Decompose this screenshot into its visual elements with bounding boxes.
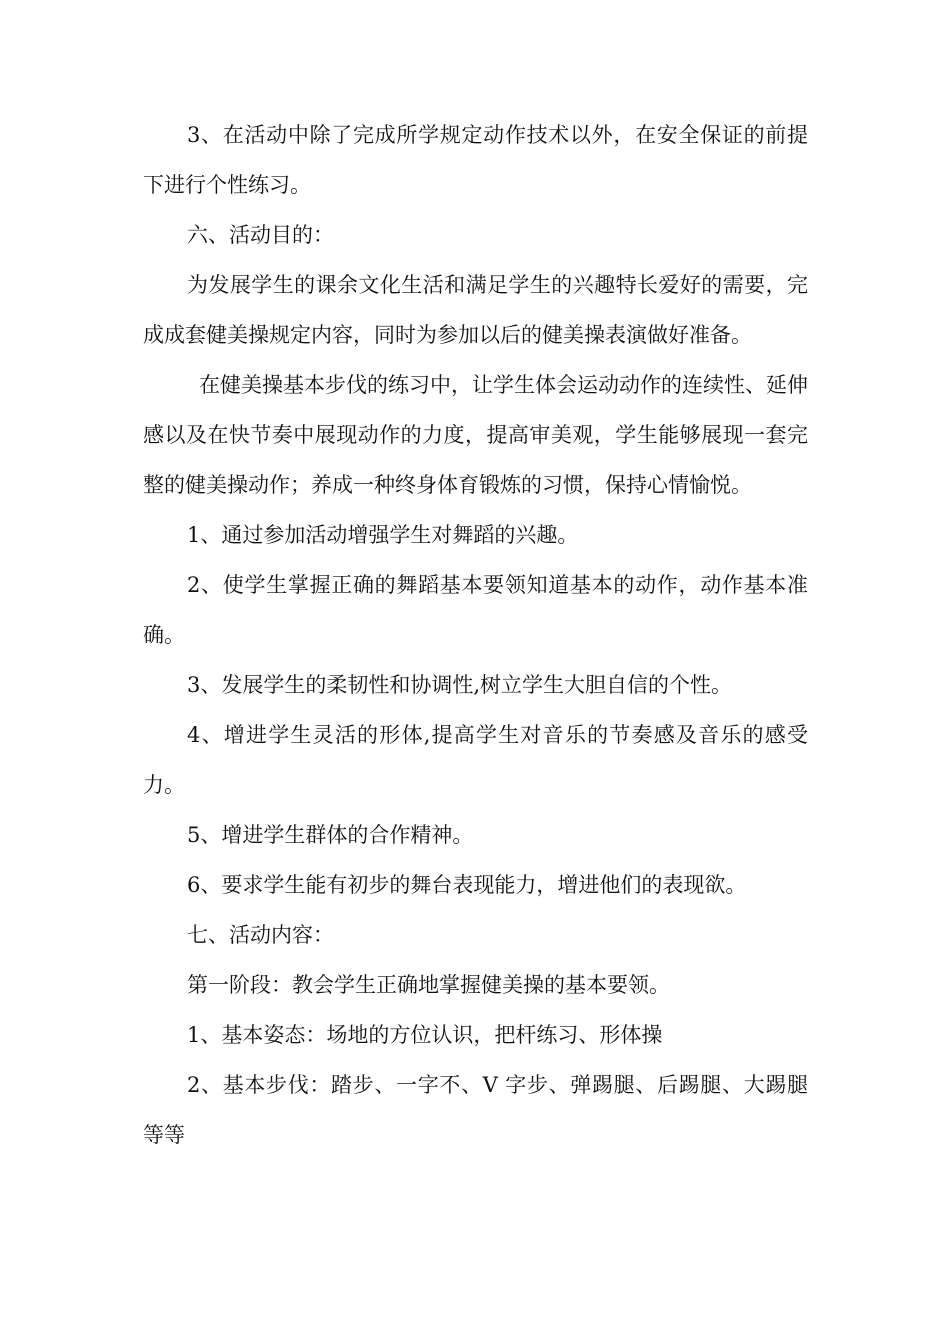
- paragraph-goal-intro: 为发展学生的课余文化生活和满足学生的兴趣特长爱好的需要，完成成套健美操规定内容，同时为参加以后的健美操表演做好准备。: [143, 273, 808, 347]
- content-item-2: 2、基本步伐：踏步、一字不、V 字步、弹踢腿、后踢腿、大踢腿等等: [143, 1073, 808, 1147]
- document-body: [143, 110, 808, 1160]
- stage-one-heading: 第一阶段：教会学生正确地掌握健美操的基本要领。: [187, 973, 670, 997]
- paragraph-item-3-safety: 3、在活动中除了完成所学规定动作技术以外，在安全保证的前提下进行个性练习。: [143, 123, 808, 197]
- goal-item-1: 1、通过参加活动增强学生对舞蹈的兴趣。: [187, 523, 579, 547]
- goal-item-3: 3、发展学生的柔韧性和协调性,树立学生大胆自信的个性。: [187, 673, 733, 697]
- goal-item-6: 6、要求学生能有初步的舞台表现能力，增进他们的表现欲。: [187, 873, 747, 897]
- section-heading-activity-goals: 六、活动目的：: [187, 223, 334, 247]
- goal-item-5: 5、增进学生群体的合作精神。: [187, 823, 474, 847]
- content-item-1: 1、基本姿态：场地的方位认识，把杆练习、形体操: [187, 1023, 663, 1047]
- section-heading-activity-content: 七、活动内容：: [187, 923, 334, 947]
- paragraph-goal-detail: 在健美操基本步伐的练习中，让学生体会运动动作的连续性、延伸感以及在快节奏中展现动作的力度，提高审美观，学生能够展现一套完整的健美操动作；养成一种终身体育锻炼的习惯，保持心情愉悦。: [143, 373, 808, 497]
- goal-item-2: 2、使学生掌握正确的舞蹈基本要领知道基本的动作，动作基本准确。: [143, 573, 808, 647]
- goal-item-4: 4、增进学生灵活的形体,提高学生对音乐的节奏感及音乐的感受力。: [143, 723, 808, 797]
